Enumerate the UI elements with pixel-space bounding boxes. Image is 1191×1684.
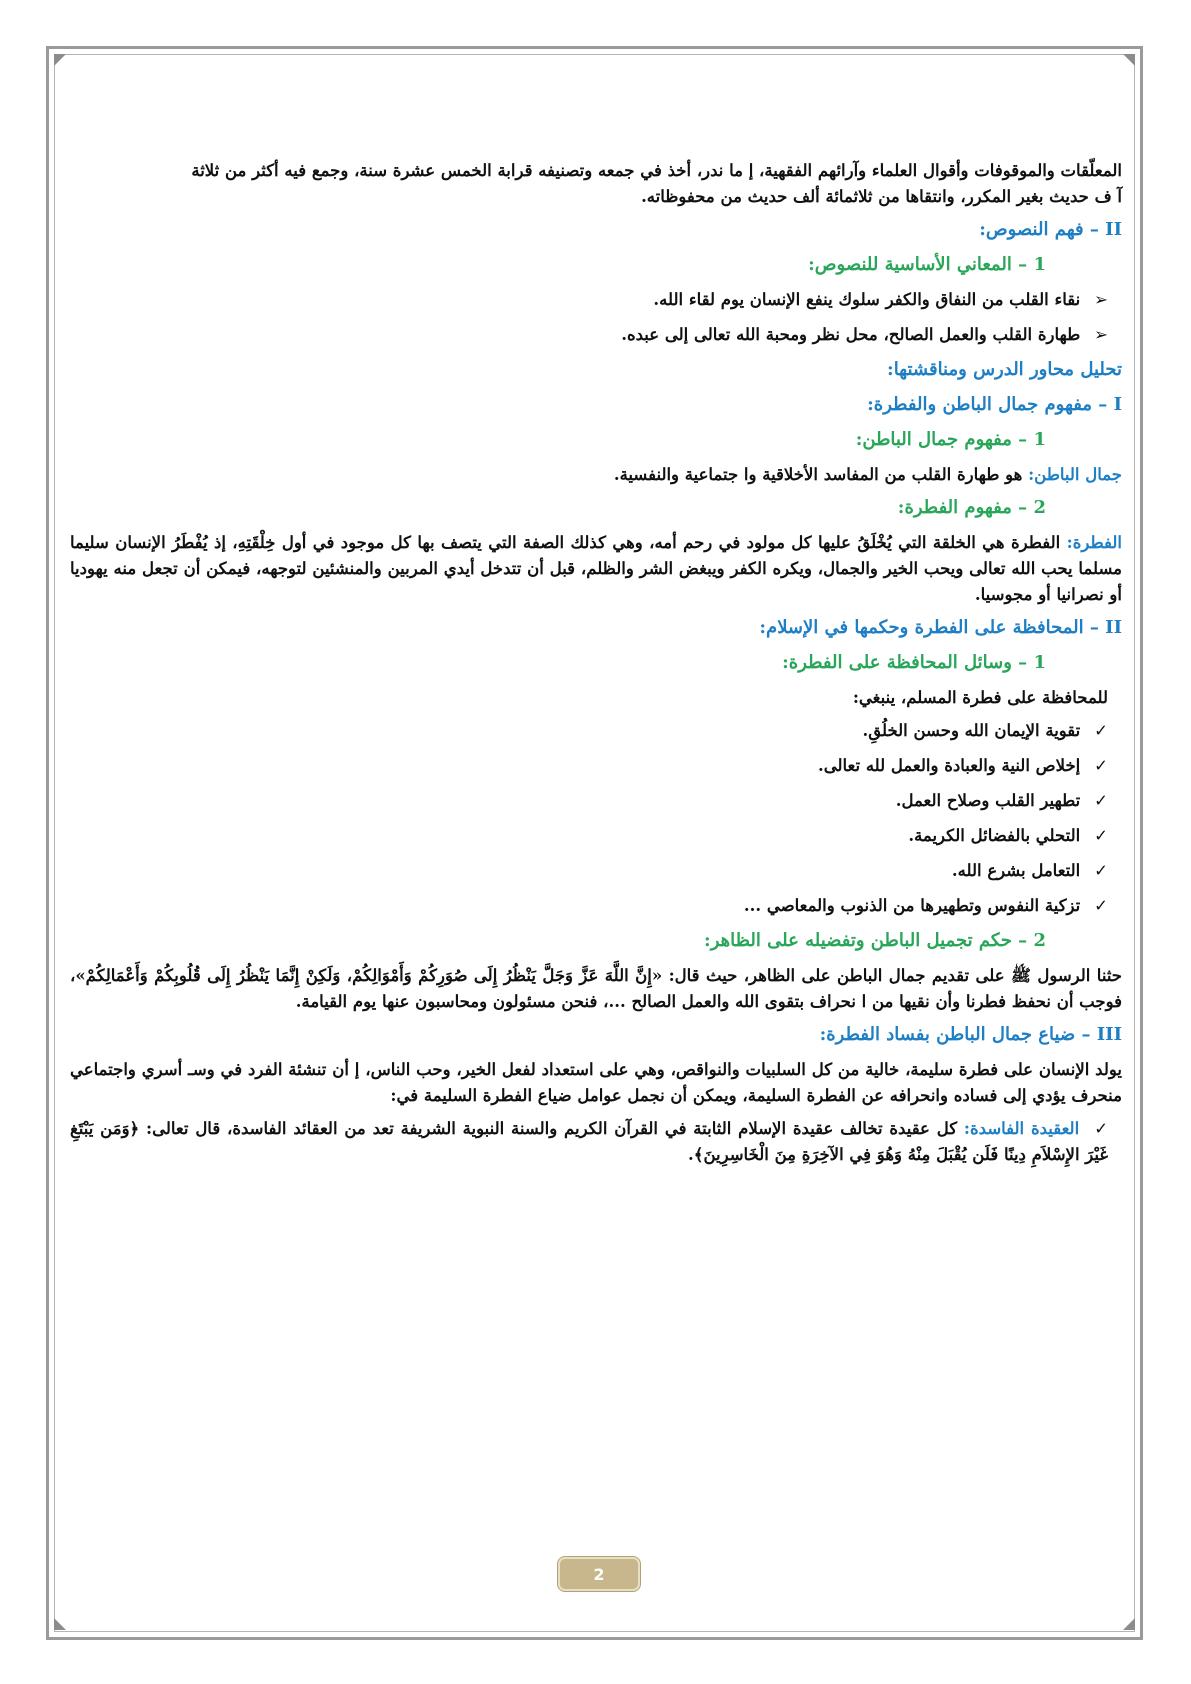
list-item: ➢ طهارة القلب والعمل الصالح، محل نظر ومحبة الله تعالى إلى عبده.: [70, 322, 1122, 348]
corner-ornament: [54, 54, 66, 66]
arrow-bullet-icon: ➢: [1094, 325, 1108, 344]
loss-paragraph: يولد الإنسان على فطرة سليمة، خالية من كل السلبيات والنواقص، وهي على استعداد لفعل الخير، وحب الناس، إ أن تنشئة الفرد في وسـ أسري واجتماعي منحرف يؤدي إلى فساده وانحرافه عن الفطرة السليمة، ويمكن أن نجمل عوامل ضياع الفطرة السليمة في:: [70, 1060, 1122, 1105]
heading-understanding-texts: II – فهم النصوص:: [979, 219, 1122, 240]
hadith-quote: إِنَّ اللَّهَ عَزَّ وَجَلَّ يَنْظُرُ إِلَى صُوَرِكُمْ وَأَمْوَالِكُمْ، وَلَكِنْ إِنَّمَا يَنْظُرُ إِلَى قُلُوبِكُمْ وَأَعْمَالِكُمْ: [85, 966, 652, 985]
heading-concept-section: I – مفهوم جمال الباطن والفطرة:: [867, 394, 1122, 415]
heading-basic-meanings: 1 – المعاني الأساسية للنصوص:: [808, 254, 1046, 275]
heading-preserving-fitra: II – المحافظة على الفطرة وحكمها في الإسلام:: [759, 617, 1122, 638]
ruling-paragraph: حثنا الرسول ﷺ على تقديم جمال الباطن على الظاهر، حيث قال: «إِنَّ اللَّهَ عَزَّ وَجَلَّ يَنْظُرُ إِلَى صُوَرِكُمْ وَأَمْوَالِكُمْ، وَلَكِنْ إِنَّمَا يَنْظُرُ إِلَى قُلُوبِكُمْ وَأَعْمَالِكُمْ»، فوجب أن نحفظ فطرنا وأن نقيها من ا نحراف بتقوى الله والعمل الصالح ...، فنحن مسئولون ومحاسبون عنها يوم القيامة.: [70, 966, 1122, 1011]
list-item: ✓ تقوية الإيمان الله وحسن الخلُقِ.: [70, 718, 1122, 744]
page-number: 2: [558, 1557, 640, 1591]
heading-ruling: 2 – حكم تجميل الباطن وتفضيله على الظاهر:: [704, 930, 1046, 951]
list-item: ✓ التحلي بالفضائل الكريمة.: [70, 823, 1122, 849]
corner-ornament: [1123, 1618, 1135, 1630]
intro-line-1: المعلّقات والموقوفات وأقوال العلماء وآرائهم الفقهية، إ ما ندر، أخذ في جمعه وتصنيفه قرابة الخمس عشرة سنة، وجمع فيه أكثر من ثلاثة: [191, 161, 1122, 180]
checkmark-icon: ✓: [1094, 861, 1108, 880]
document-body: [70, 158, 1122, 1177]
intro-line-2: آ ف حديث بغير المكرر، وانتقاها من ثلاثمائة ألف حديث من محفوظاته.: [641, 187, 1122, 206]
list-item: ➢ نقاء القلب من النفاق والكفر سلوك ينفع الإنسان يوم لقاء الله.: [70, 287, 1122, 313]
corner-ornament: [54, 1618, 66, 1630]
corner-ornament: [1123, 54, 1135, 66]
checkmark-icon: ✓: [1094, 721, 1108, 740]
list-item: ✓ تطهير القلب وصلاح العمل.: [70, 788, 1122, 814]
quran-verse: وَمَن يَبْتَغِ غَيْرَ الإِسْلاَمِ دِينًا فَلَن يُقْبَلَ مِنْهُ وَهُوَ فِي الآخِرَةِ مِنَ الْخَاسِرِينَ: [70, 1119, 1108, 1164]
heading-concept-fitra: 2 – مفهوم الفطرة:: [897, 497, 1046, 518]
checkmark-icon: ✓: [1094, 756, 1108, 775]
checkmark-icon: ✓: [1094, 1119, 1109, 1138]
intro-paragraph: [70, 158, 1122, 210]
list-item: ✓ تزكية النفوس وتطهيرها من الذنوب والمعاصي ...: [70, 893, 1122, 919]
list-item: ✓ العقيدة الفاسدة: كل عقيدة تخالف عقيدة الإسلام الثابتة في القرآن الكريم والسنة النبوية الشريفة تعد من العقائد الفاسدة، قال تعالى: ﴿وَمَن يَبْتَغِ غَيْرَ الإِسْلاَمِ دِينًا فَلَن يُقْبَلَ مِنْهُ وَهُوَ فِي الآخِرَةِ مِنَ الْخَاسِرِينَ﴾.: [70, 1116, 1122, 1168]
checkmark-icon: ✓: [1094, 896, 1108, 915]
list-item: ✓ التعامل بشرع الله.: [70, 858, 1122, 884]
definition-inner-beauty: جمال الباطن: هو طهارة القلب من المفاسد الأخلاقية وا جتماعية والنفسية.: [613, 465, 1122, 484]
definition-fitra: الفطرة: الفطرة هي الخلقة التي يُخْلَقُ عليها كل مولود في رحم أمه، وهي كذلك الصفة التي يتصف بها كل موجود في أول خِلْقَتِهِ، إذ يُفْطَرُ الإنسان سليما مسلما يحب الله تعالى ويحب الخير والجمال، ويكره الكفر ويبغض الشر والظلم، قبل أن تتدخل أيدي المربين والمنشئين لتوجهه، فيمكن أن تجعل منه يهوديا أو نصرانيا أو مجوسيا.: [70, 533, 1122, 604]
means-intro: للمحافظة على فطرة المسلم، ينبغي:: [852, 688, 1108, 707]
checkmark-icon: ✓: [1094, 826, 1108, 845]
arrow-bullet-icon: ➢: [1094, 290, 1108, 309]
heading-analysis: تحليل محاور الدرس ومناقشتها:: [887, 359, 1122, 380]
heading-concept-inner-beauty: 1 – مفهوم جمال الباطن:: [855, 429, 1046, 450]
list-item: ✓ إخلاص النية والعبادة والعمل لله تعالى.: [70, 753, 1122, 779]
checkmark-icon: ✓: [1094, 791, 1108, 810]
heading-means: 1 – وسائل المحافظة على الفطرة:: [782, 652, 1046, 673]
heading-loss-of-fitra: III – ضياع جمال الباطن بفساد الفطرة:: [819, 1024, 1122, 1045]
